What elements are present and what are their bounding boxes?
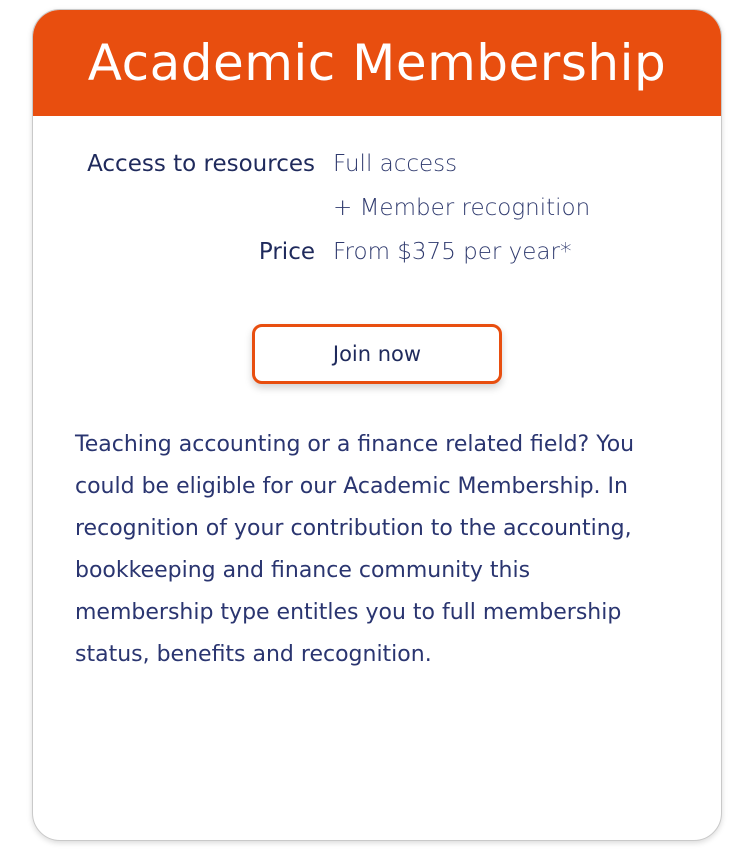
price-values	[333, 236, 571, 280]
membership-details	[33, 148, 721, 280]
price-value: From $375 per year*	[333, 239, 572, 265]
card-header	[33, 10, 721, 116]
membership-card	[32, 9, 722, 841]
join-now-button[interactable]: Join now	[252, 324, 502, 384]
detail-row-access	[33, 148, 721, 236]
access-values	[333, 148, 590, 236]
price-label: Price	[258, 239, 315, 265]
card-title: Academic Membership	[87, 34, 667, 92]
join-button-container	[33, 324, 721, 384]
membership-description: Teaching accounting or a finance related field? You could be eligible for our Academic Membership. In recognition of your contribution to the accounting, bookkeeping and finance community this membership type entitles you to full membership status, benefits and recognition.	[75, 432, 635, 667]
access-label: Access to resources	[87, 151, 315, 177]
access-value-full: Full access	[333, 151, 458, 177]
detail-row-price	[33, 236, 721, 280]
access-value-recognition: + Member recognition	[333, 195, 591, 221]
